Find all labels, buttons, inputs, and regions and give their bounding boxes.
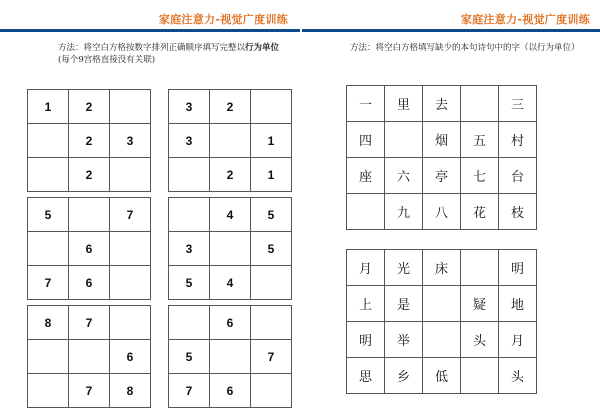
grid-cell[interactable]: 光 <box>385 250 423 286</box>
grid-row <box>347 322 537 358</box>
grid-cell[interactable] <box>210 340 251 374</box>
grid-cell[interactable]: 4 <box>210 198 251 232</box>
grid-cell[interactable]: 6 <box>110 340 151 374</box>
grid-cell[interactable]: 5 <box>169 340 210 374</box>
grid-cell[interactable] <box>110 158 151 192</box>
grid-cell[interactable]: 五 <box>461 122 499 158</box>
grid-cell[interactable]: 7 <box>251 340 292 374</box>
grid-cell[interactable]: 3 <box>169 90 210 124</box>
grid-cell[interactable] <box>251 374 292 408</box>
grid-row <box>28 90 151 124</box>
grid-cell[interactable]: 头 <box>461 322 499 358</box>
grid-cell[interactable]: 7 <box>69 306 110 340</box>
grid-cell[interactable]: 思 <box>347 358 385 394</box>
grid-row <box>169 198 292 232</box>
grid-row <box>28 266 151 300</box>
right-page <box>302 0 600 420</box>
grid-cell[interactable] <box>251 90 292 124</box>
grid-row <box>347 122 537 158</box>
grid-cell[interactable]: 七 <box>461 158 499 194</box>
grid-row <box>347 158 537 194</box>
grid-cell[interactable]: 8 <box>110 374 151 408</box>
grid-cell[interactable] <box>423 322 461 358</box>
grid-cell[interactable]: 7 <box>69 374 110 408</box>
poem-grid-2 <box>346 249 537 394</box>
grid-row <box>347 86 537 122</box>
grid-row <box>28 306 151 340</box>
header-rule <box>0 29 300 32</box>
number-grid-1 <box>27 89 151 192</box>
grid-cell[interactable] <box>210 124 251 158</box>
grid-cell[interactable]: 6 <box>210 306 251 340</box>
grid-cell[interactable] <box>169 158 210 192</box>
grid-row <box>28 198 151 232</box>
grid-cell[interactable]: 亭 <box>423 158 461 194</box>
number-grid-3 <box>27 197 151 300</box>
grid-row <box>169 266 292 300</box>
grid-cell[interactable]: 1 <box>251 124 292 158</box>
grid-row <box>28 158 151 192</box>
grid-cell[interactable]: 2 <box>210 158 251 192</box>
instruction-line1: 方法：将空白方格按数字排列正确顺序填写完整以 <box>58 43 246 53</box>
grid-cell[interactable]: 2 <box>69 90 110 124</box>
grid-row <box>169 306 292 340</box>
grid-cell[interactable]: 地 <box>499 286 537 322</box>
grid-cell[interactable]: 月 <box>499 322 537 358</box>
grid-row <box>28 232 151 266</box>
grid-cell[interactable]: 1 <box>28 90 69 124</box>
grid-cell[interactable]: 低 <box>423 358 461 394</box>
header-title: 家庭注意力-视觉广度训练 <box>460 13 590 26</box>
grid-cell[interactable] <box>110 232 151 266</box>
header-title: 家庭注意力-视觉广度训练 <box>158 13 288 26</box>
grid-cell[interactable] <box>461 358 499 394</box>
grid-cell[interactable] <box>169 306 210 340</box>
grid-cell[interactable] <box>28 374 69 408</box>
grid-row <box>347 194 537 230</box>
grid-cell[interactable]: 乡 <box>385 358 423 394</box>
grid-cell[interactable]: 去 <box>423 86 461 122</box>
header-rule <box>302 29 600 32</box>
grid-cell[interactable]: 举 <box>385 322 423 358</box>
grid-cell[interactable]: 6 <box>69 266 110 300</box>
grid-cell[interactable]: 2 <box>210 90 251 124</box>
grid-cell[interactable] <box>110 266 151 300</box>
number-grid-6 <box>168 305 292 408</box>
instruction-text <box>58 42 293 66</box>
grid-row <box>169 232 292 266</box>
grid-cell[interactable]: 2 <box>69 158 110 192</box>
number-grid-4 <box>168 197 292 300</box>
grid-cell[interactable] <box>69 340 110 374</box>
grid-cell[interactable] <box>28 158 69 192</box>
poem-grid-1 <box>346 85 537 230</box>
grid-row <box>28 340 151 374</box>
grid-cell[interactable]: 上 <box>347 286 385 322</box>
grid-cell[interactable]: 5 <box>169 266 210 300</box>
grid-cell[interactable]: 六 <box>385 158 423 194</box>
grid-cell[interactable]: 是 <box>385 286 423 322</box>
grid-cell[interactable]: 床 <box>423 250 461 286</box>
grid-cell[interactable] <box>423 286 461 322</box>
grid-row <box>28 124 151 158</box>
grid-cell[interactable] <box>28 124 69 158</box>
grid-cell[interactable] <box>210 232 251 266</box>
grid-cell[interactable]: 5 <box>251 198 292 232</box>
number-grid-2 <box>168 89 292 192</box>
grid-cell[interactable]: 花 <box>461 194 499 230</box>
grid-cell[interactable]: 头 <box>499 358 537 394</box>
grid-row <box>169 90 292 124</box>
grid-cell[interactable]: 枝 <box>499 194 537 230</box>
grid-cell[interactable]: 6 <box>210 374 251 408</box>
grid-cell[interactable]: 一 <box>347 86 385 122</box>
grid-cell[interactable] <box>28 340 69 374</box>
grid-cell[interactable]: 7 <box>169 374 210 408</box>
grid-cell[interactable]: 九 <box>385 194 423 230</box>
grid-cell[interactable]: 座 <box>347 158 385 194</box>
grid-row <box>347 286 537 322</box>
grid-cell[interactable]: 月 <box>347 250 385 286</box>
grid-cell[interactable] <box>347 194 385 230</box>
grid-cell[interactable]: 疑 <box>461 286 499 322</box>
grid-cell[interactable]: 5 <box>28 198 69 232</box>
grid-cell[interactable]: 台 <box>499 158 537 194</box>
grid-cell[interactable]: 八 <box>423 194 461 230</box>
grid-cell[interactable] <box>385 122 423 158</box>
grid-cell[interactable]: 3 <box>169 232 210 266</box>
number-grid-5 <box>27 305 151 408</box>
grid-cell[interactable] <box>169 198 210 232</box>
grid-cell[interactable]: 2 <box>69 124 110 158</box>
grid-cell[interactable]: 三 <box>499 86 537 122</box>
grid-cell[interactable]: 5 <box>251 232 292 266</box>
grid-cell[interactable]: 村 <box>499 122 537 158</box>
grid-cell[interactable] <box>461 86 499 122</box>
instruction-text: 方法：将空白方格填写缺少的本句诗句中的字（以行为单位） <box>350 43 580 53</box>
grid-cell[interactable] <box>110 306 151 340</box>
instruction-line2: (每个9宫格直接没有关联) <box>58 55 156 65</box>
grid-cell[interactable]: 3 <box>169 124 210 158</box>
grid-cell[interactable] <box>461 250 499 286</box>
grid-cell[interactable]: 四 <box>347 122 385 158</box>
grid-cell[interactable]: 3 <box>110 124 151 158</box>
grid-row <box>169 124 292 158</box>
grid-cell[interactable]: 8 <box>28 306 69 340</box>
grid-row <box>169 158 292 192</box>
grid-cell[interactable]: 明 <box>499 250 537 286</box>
grid-cell[interactable] <box>28 232 69 266</box>
grid-cell[interactable]: 4 <box>210 266 251 300</box>
grid-cell[interactable]: 里 <box>385 86 423 122</box>
grid-cell[interactable] <box>110 90 151 124</box>
grid-cell[interactable]: 6 <box>69 232 110 266</box>
instruction-emphasis: 行为单位 <box>245 43 280 53</box>
grid-row <box>347 250 537 286</box>
grid-cell[interactable] <box>69 198 110 232</box>
grid-cell[interactable]: 7 <box>110 198 151 232</box>
grid-cell[interactable]: 烟 <box>423 122 461 158</box>
grid-row <box>169 374 292 408</box>
grid-row <box>347 358 537 394</box>
grid-row <box>169 340 292 374</box>
grid-cell[interactable]: 7 <box>28 266 69 300</box>
grid-cell[interactable]: 1 <box>251 158 292 192</box>
grid-cell[interactable]: 明 <box>347 322 385 358</box>
grid-cell[interactable] <box>251 306 292 340</box>
grid-cell[interactable] <box>251 266 292 300</box>
grid-row <box>28 374 151 408</box>
